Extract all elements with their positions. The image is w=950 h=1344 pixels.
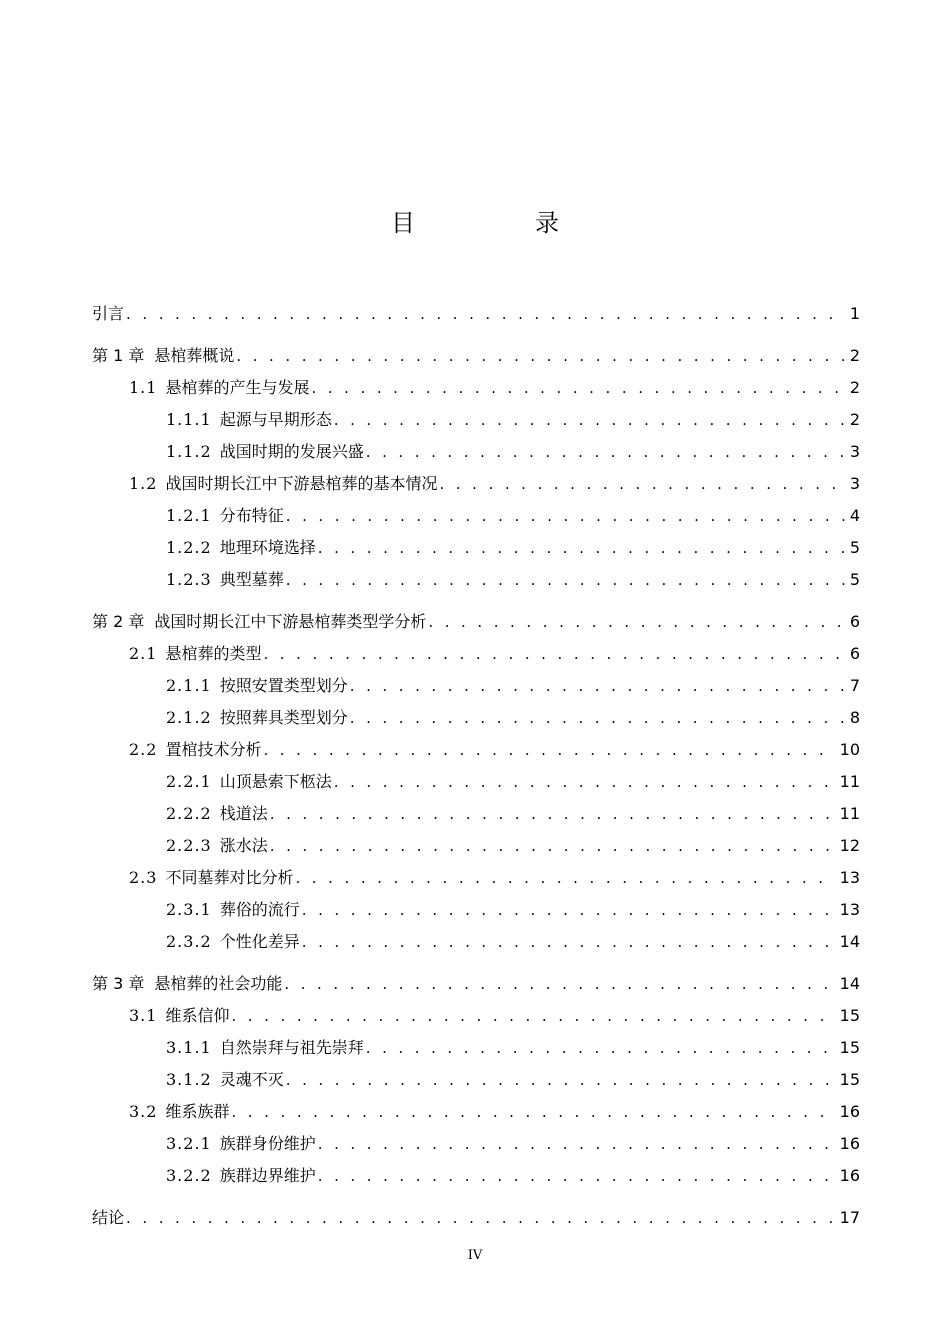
toc-entry-page: 4 <box>849 506 860 525</box>
toc-entry-title: 个性化差异 <box>219 932 300 951</box>
toc-entry-title: 分布特征 <box>219 506 284 525</box>
toc-entry-number: 2.1.2 <box>166 708 212 727</box>
toc-entry-number: 2.2 <box>129 740 158 759</box>
toc-entry[interactable] <box>92 532 860 564</box>
toc-entry-title: 引言 <box>92 304 125 323</box>
toc-entry-page: 6 <box>849 644 860 663</box>
toc-entry[interactable] <box>92 926 860 958</box>
dot-leader <box>284 968 835 1000</box>
toc-entry-number: 3.1.1 <box>166 1038 212 1057</box>
toc-entry[interactable] <box>92 1000 860 1032</box>
dot-leader <box>231 1000 835 1032</box>
dot-leader <box>302 926 836 958</box>
toc-entry-page: 11 <box>839 772 860 791</box>
toc-entry-number: 第 2 章 <box>92 612 145 631</box>
toc-entry-number: 第 1 章 <box>92 346 145 365</box>
toc-entry-title: 族群身份维护 <box>219 1134 316 1153</box>
toc-entry-title: 置棺技术分析 <box>165 740 262 759</box>
toc-entry-number: 3.2.1 <box>166 1134 212 1153</box>
toc-entry[interactable] <box>92 298 860 330</box>
dot-leader <box>350 702 846 734</box>
dot-leader <box>334 766 836 798</box>
toc-entry-page: 15 <box>839 1038 860 1057</box>
toc-entry[interactable] <box>92 1160 860 1192</box>
dot-leader <box>286 1064 836 1096</box>
toc-entry-number: 3.1 <box>129 1006 158 1025</box>
toc-entry-title: 不同墓葬对比分析 <box>165 868 294 887</box>
toc-entry-title: 山顶悬索下柩法 <box>219 772 332 791</box>
toc-entry-page: 5 <box>849 570 860 589</box>
toc-entry-page: 8 <box>849 708 860 727</box>
dot-leader <box>126 1202 836 1234</box>
toc-entry-title: 按照安置类型划分 <box>219 676 348 695</box>
toc-entry[interactable] <box>92 606 860 638</box>
toc-entry-page: 15 <box>839 1070 860 1089</box>
toc-entry-page: 5 <box>849 538 860 557</box>
toc-entry-page: 7 <box>849 676 860 695</box>
toc-entry-page: 14 <box>839 932 860 951</box>
toc-entry-number: 3.1.2 <box>166 1070 212 1089</box>
toc-entry[interactable] <box>92 1032 860 1064</box>
dot-leader <box>270 830 836 862</box>
toc-entry-number: 3.2.2 <box>166 1166 212 1185</box>
dot-leader <box>126 298 846 330</box>
toc-entry-number: 2.1.1 <box>166 676 212 695</box>
dot-leader <box>318 1160 836 1192</box>
toc-entry-title: 战国时期长江中下游悬棺葬的基本情况 <box>165 474 438 493</box>
toc-entry[interactable] <box>92 468 860 500</box>
toc-entry-title: 结论 <box>92 1208 125 1227</box>
dot-leader <box>263 734 835 766</box>
toc-entry-title: 栈道法 <box>219 804 268 823</box>
toc-entry-page: 2 <box>849 410 860 429</box>
toc-entry-title: 族群边界维护 <box>219 1166 316 1185</box>
toc-entry-number: 第 3 章 <box>92 974 145 993</box>
dot-leader <box>350 670 846 702</box>
toc-entry-number: 1.2 <box>129 474 158 493</box>
toc-entry-title: 悬棺葬的产生与发展 <box>165 378 310 397</box>
toc-entry-number: 2.2.1 <box>166 772 212 791</box>
toc-entry-page: 11 <box>839 804 860 823</box>
dot-leader <box>311 372 845 404</box>
toc-entry[interactable] <box>92 638 860 670</box>
dot-leader <box>366 436 846 468</box>
toc-entry-page: 16 <box>839 1102 860 1121</box>
toc-entry-number: 1.2.2 <box>166 538 212 557</box>
toc-entry-number: 2.2.2 <box>166 804 212 823</box>
toc-entry[interactable] <box>92 1202 860 1234</box>
dot-leader <box>302 894 836 926</box>
toc-entry-number: 2.1 <box>129 644 158 663</box>
dot-leader <box>286 564 846 596</box>
toc-entry-title: 悬棺葬的社会功能 <box>154 974 283 993</box>
toc-entry-page: 12 <box>839 836 860 855</box>
toc-entry[interactable] <box>92 862 860 894</box>
table-of-contents <box>92 298 860 1234</box>
toc-entry-page: 16 <box>839 1134 860 1153</box>
toc-entry[interactable] <box>92 830 860 862</box>
toc-entry-page: 15 <box>839 1006 860 1025</box>
dot-leader <box>236 340 845 372</box>
toc-entry[interactable] <box>92 436 860 468</box>
dot-leader <box>295 862 835 894</box>
toc-entry-title: 战国时期长江中下游悬棺葬类型学分析 <box>154 612 427 631</box>
toc-entry[interactable] <box>92 1064 860 1096</box>
toc-entry[interactable] <box>92 670 860 702</box>
toc-entry-page: 10 <box>839 740 860 759</box>
toc-entry-title: 悬棺葬概说 <box>154 346 235 365</box>
toc-entry-number: 2.3.1 <box>166 900 212 919</box>
toc-entry-page: 13 <box>839 900 860 919</box>
toc-entry-page: 3 <box>849 442 860 461</box>
toc-entry[interactable] <box>92 894 860 926</box>
toc-entry-page: 2 <box>849 346 860 365</box>
toc-entry-number: 1.1 <box>129 378 158 397</box>
toc-entry-page: 1 <box>849 304 860 323</box>
toc-entry-page: 6 <box>849 612 860 631</box>
toc-entry-page: 17 <box>839 1208 860 1227</box>
dot-leader <box>318 532 846 564</box>
toc-entry-title: 涨水法 <box>219 836 268 855</box>
dot-leader <box>270 798 836 830</box>
dot-leader <box>366 1032 836 1064</box>
toc-entry[interactable] <box>92 734 860 766</box>
toc-entry[interactable] <box>92 404 860 436</box>
toc-entry[interactable] <box>92 340 860 372</box>
toc-entry-number: 2.3 <box>129 868 158 887</box>
toc-entry[interactable] <box>92 1096 860 1128</box>
toc-entry-title: 自然崇拜与祖先崇拜 <box>219 1038 364 1057</box>
toc-entry[interactable] <box>92 968 860 1000</box>
page-title: 目 录 <box>391 209 607 237</box>
toc-entry-page: 13 <box>839 868 860 887</box>
toc-entry-page: 3 <box>849 474 860 493</box>
dot-leader <box>286 500 846 532</box>
toc-entry-title: 起源与早期形态 <box>219 410 332 429</box>
toc-entry-page: 2 <box>849 378 860 397</box>
toc-entry-number: 1.1.1 <box>166 410 212 429</box>
toc-entry[interactable] <box>92 564 860 596</box>
toc-entry-number: 2.2.3 <box>166 836 212 855</box>
toc-entry[interactable] <box>92 1128 860 1160</box>
toc-entry-page: 16 <box>839 1166 860 1185</box>
toc-entry-title: 典型墓葬 <box>219 570 284 589</box>
dot-leader <box>428 606 845 638</box>
toc-entry-page: 14 <box>839 974 860 993</box>
toc-entry[interactable] <box>92 766 860 798</box>
toc-entry[interactable] <box>92 500 860 532</box>
page-number: IV <box>467 1248 483 1263</box>
toc-entry-number: 1.2.1 <box>166 506 212 525</box>
toc-entry[interactable] <box>92 372 860 404</box>
toc-entry-title: 葬俗的流行 <box>219 900 300 919</box>
toc-entry-title: 灵魂不灭 <box>219 1070 284 1089</box>
dot-leader <box>439 468 845 500</box>
dot-leader <box>263 638 845 670</box>
toc-entry-title: 维系信仰 <box>165 1006 230 1025</box>
toc-entry-title: 按照葬具类型划分 <box>219 708 348 727</box>
toc-entry-title: 悬棺葬的类型 <box>165 644 262 663</box>
toc-entry-title: 地理环境选择 <box>219 538 316 557</box>
toc-entry-title: 战国时期的发展兴盛 <box>219 442 364 461</box>
toc-entry-number: 2.3.2 <box>166 932 212 951</box>
toc-entry[interactable] <box>92 702 860 734</box>
toc-entry[interactable] <box>92 798 860 830</box>
toc-entry-number: 3.2 <box>129 1102 158 1121</box>
dot-leader <box>231 1096 835 1128</box>
toc-entry-title: 维系族群 <box>165 1102 230 1121</box>
dot-leader <box>334 404 846 436</box>
toc-entry-number: 1.2.3 <box>166 570 212 589</box>
dot-leader <box>318 1128 836 1160</box>
toc-entry-number: 1.1.2 <box>166 442 212 461</box>
